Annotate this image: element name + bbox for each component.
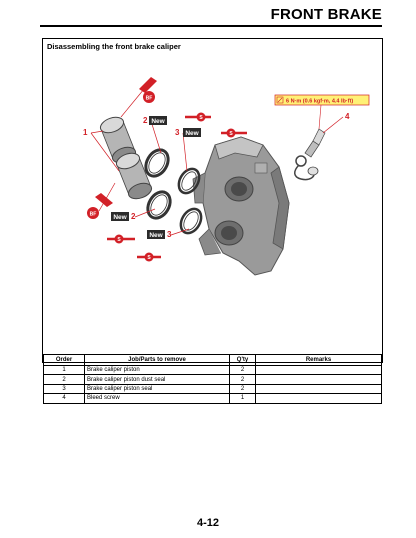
row-remarks xyxy=(256,384,382,393)
callout-1: 1 xyxy=(83,128,88,137)
grease-marker-2 xyxy=(221,129,247,138)
table-row xyxy=(44,384,382,393)
callout-2-top: 2 xyxy=(143,116,148,125)
figure-box xyxy=(42,38,383,402)
row-order: 4 xyxy=(44,394,85,403)
svg-text:New: New xyxy=(113,213,127,221)
svg-text:S: S xyxy=(117,237,121,243)
callout-4: 4 xyxy=(345,112,350,121)
torque-spec xyxy=(275,95,369,129)
page-number: 4-12 xyxy=(196,517,220,529)
row-remarks xyxy=(256,375,382,384)
svg-text:New: New xyxy=(185,129,199,137)
header-job: Job/Parts to remove xyxy=(85,355,230,366)
title-rule xyxy=(40,25,382,27)
page-title: FRONT BRAKE xyxy=(270,6,382,23)
row-job: Brake caliper piston seal xyxy=(85,384,230,393)
svg-text:S: S xyxy=(229,131,233,137)
row-order: 2 xyxy=(44,375,85,384)
row-qty: 1 xyxy=(230,394,256,403)
row-remarks xyxy=(256,366,382,375)
header-order: Order xyxy=(44,355,85,366)
svg-text:New: New xyxy=(149,231,163,239)
header-qty: Q'ty xyxy=(230,355,256,366)
figure-caption: Disassembling the front brake caliper xyxy=(47,42,181,51)
row-qty: 2 xyxy=(230,384,256,393)
row-order: 1 xyxy=(44,366,85,375)
loctite-label-top: BF xyxy=(145,95,153,102)
bleed-screw xyxy=(295,129,325,180)
header-remarks: Remarks xyxy=(256,355,382,366)
table-row xyxy=(44,375,382,384)
row-order: 3 xyxy=(44,384,85,393)
svg-text:S: S xyxy=(147,255,151,261)
grease-marker-4 xyxy=(137,253,161,262)
brake-caliper-illustration xyxy=(43,53,382,353)
row-job: Bleed screw xyxy=(85,394,230,403)
table-header-row xyxy=(44,355,382,366)
row-remarks xyxy=(256,394,382,403)
callout-3-bottom: 3 xyxy=(167,230,172,239)
grease-marker-3 xyxy=(107,235,135,244)
table-row xyxy=(44,394,382,403)
brake-caliper-piston xyxy=(98,114,153,201)
svg-text:New: New xyxy=(151,117,165,125)
torque-spec-text: 6 N·m (0.6 kgf·m, 4.4 lb·ft) xyxy=(286,98,354,105)
caliper-body xyxy=(193,137,289,275)
row-job: Brake caliper piston xyxy=(85,366,230,375)
table-row xyxy=(44,366,382,375)
row-job: Brake caliper piston dust seal xyxy=(85,375,230,384)
callout-3-top: 3 xyxy=(175,128,180,137)
loctite-label-bottom: BF xyxy=(89,211,97,218)
callout-2-bottom: 2 xyxy=(131,212,136,221)
grease-marker-1 xyxy=(185,113,211,122)
svg-text:S: S xyxy=(199,115,203,121)
row-qty: 2 xyxy=(230,375,256,384)
parts-table xyxy=(43,354,382,404)
row-qty: 2 xyxy=(230,366,256,375)
